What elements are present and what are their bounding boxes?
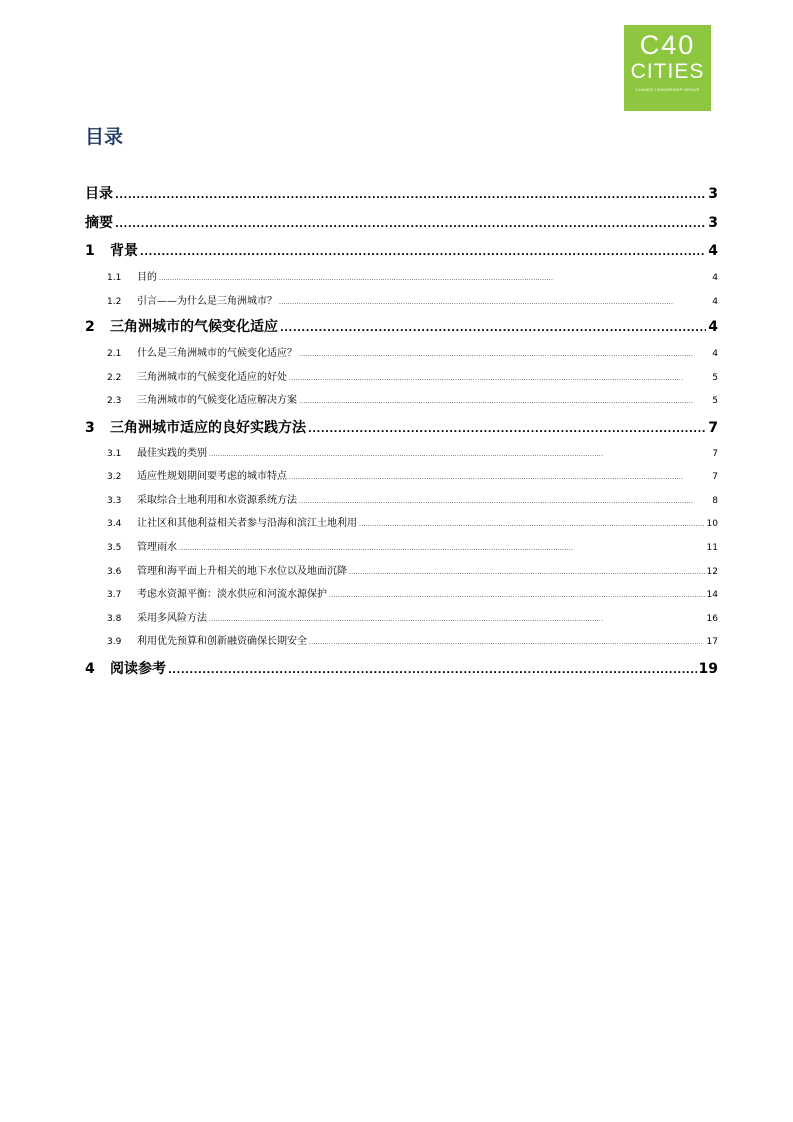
toc-leader-dots — [209, 446, 710, 464]
toc-entry-page: 3 — [708, 186, 718, 202]
toc-leader-dots — [299, 346, 710, 364]
toc-entry-title: 什么是三角洲城市的气候变化适应？ — [137, 348, 297, 359]
toc-entry-number: 3.3 — [107, 496, 122, 506]
toc-entry-page: 19 — [698, 661, 718, 677]
toc-entry[interactable] — [85, 269, 718, 287]
toc-entry-page: 7 — [708, 420, 718, 436]
toc-entry-page: 16 — [706, 614, 718, 624]
toc-entry[interactable] — [85, 417, 718, 439]
toc-leader-dots — [115, 214, 706, 236]
toc-entry-page: 12 — [706, 567, 718, 577]
toc-entry-page: 4 — [708, 243, 718, 259]
toc-entry-title: 背景 — [110, 243, 138, 259]
toc-leader-dots — [168, 660, 697, 682]
toc-entry-page: 5 — [712, 396, 718, 406]
toc-entry-title: 阅读参考 — [110, 661, 166, 677]
toc-entry[interactable] — [85, 212, 718, 234]
toc-entry-number: 2.2 — [107, 373, 122, 383]
toc-entry-number: 2.3 — [107, 396, 122, 406]
toc-entry-number: 3.5 — [107, 543, 122, 553]
toc-entry[interactable] — [85, 392, 718, 410]
toc-entry-number: 1 — [85, 243, 95, 259]
toc-entry-page: 7 — [712, 449, 718, 459]
toc-leader-dots — [140, 242, 706, 264]
toc-entry[interactable] — [85, 658, 718, 680]
toc-leader-dots — [308, 419, 706, 441]
toc-entry-title: 三角洲城市的气候变化适应解决方案 — [137, 395, 297, 406]
toc-entry-page: 4 — [712, 273, 718, 283]
toc-entry[interactable] — [85, 445, 718, 463]
toc-entry-title: 考虑水资源平衡：淡水供应和河流水源保护 — [137, 589, 327, 600]
toc-entry-page: 7 — [712, 472, 718, 482]
toc-entry[interactable] — [85, 240, 718, 262]
toc-entry[interactable] — [85, 316, 718, 338]
toc-entry-title: 目的 — [137, 272, 157, 283]
toc-entry-number: 3.6 — [107, 567, 122, 577]
toc-entry-number: 2.1 — [107, 349, 122, 359]
toc-entry[interactable] — [85, 539, 718, 557]
toc-leader-dots — [115, 185, 706, 207]
toc-entry-number: 3.7 — [107, 590, 122, 600]
toc-entry[interactable] — [85, 633, 718, 651]
toc-leader-dots — [299, 493, 710, 511]
toc-entry-page: 4 — [712, 349, 718, 359]
toc-entry[interactable] — [85, 369, 718, 387]
toc-leader-dots — [299, 393, 710, 411]
toc-leader-dots — [179, 540, 705, 558]
toc-entry-title: 三角洲城市适应的良好实践方法 — [110, 420, 306, 436]
toc-entry-number: 3.2 — [107, 472, 122, 482]
toc-leader-dots — [359, 516, 705, 534]
toc-entry-page: 17 — [706, 637, 718, 647]
toc-leader-dots — [280, 318, 706, 340]
toc-entry-page: 11 — [706, 543, 718, 553]
toc-entry-number: 3.8 — [107, 614, 122, 624]
toc-entry-number: 3 — [85, 420, 95, 436]
toc-entry-title: 引言——为什么是三角洲城市？ — [137, 296, 277, 307]
toc-entry[interactable] — [85, 345, 718, 363]
toc-leader-dots — [329, 587, 705, 605]
toc-leader-dots — [289, 469, 710, 487]
toc-entry-title: 最佳实践的类别 — [137, 448, 207, 459]
toc-entry-title: 目录 — [85, 186, 113, 202]
toc-entry-number: 4 — [85, 661, 95, 677]
toc-entry-number: 1.2 — [107, 297, 122, 307]
toc-entry[interactable] — [85, 293, 718, 311]
toc-entry[interactable] — [85, 468, 718, 486]
toc-entry-title: 三角洲城市的气候变化适应 — [110, 319, 278, 335]
toc-entry-title: 三角洲城市的气候变化适应的好处 — [137, 372, 287, 383]
toc-entry-title: 管理雨水 — [137, 542, 177, 553]
toc-entry-number: 2 — [85, 319, 95, 335]
toc-leader-dots — [209, 611, 705, 629]
toc-entry-page: 5 — [712, 373, 718, 383]
toc-entry-number: 3.1 — [107, 449, 122, 459]
logo-tagline: CLIMATE LEADERSHIP GROUP — [635, 87, 700, 92]
toc-entry[interactable] — [85, 492, 718, 510]
toc-entry-number: 3.9 — [107, 637, 122, 647]
toc-leader-dots — [159, 270, 710, 288]
toc-entry-page: 14 — [706, 590, 718, 600]
toc-entry-number: 3.4 — [107, 519, 122, 529]
toc-entry[interactable] — [85, 563, 718, 581]
toc-leader-dots — [279, 294, 710, 312]
toc-entry-page: 4 — [712, 297, 718, 307]
toc-leader-dots — [289, 370, 710, 388]
toc-entry-title: 采用多风险方法 — [137, 613, 207, 624]
toc-entry-title: 利用优先预算和创新融资确保长期安全 — [137, 636, 307, 647]
c40-cities-logo — [624, 25, 711, 111]
page-title: 目录 — [85, 126, 124, 148]
toc-entry-title: 让社区和其他利益相关者参与沿海和滨江土地利用 — [137, 518, 357, 529]
toc-entry-page: 4 — [708, 319, 718, 335]
toc-entry[interactable] — [85, 586, 718, 604]
logo-line2: CITIES — [630, 60, 705, 83]
toc-leader-dots — [309, 634, 705, 652]
toc-leader-dots — [349, 564, 705, 582]
toc-entry[interactable] — [85, 183, 718, 205]
toc-entry-page: 10 — [706, 519, 718, 529]
toc-entry-page: 8 — [712, 496, 718, 506]
toc-entry-title: 管理和海平面上升相关的地下水位以及地面沉降 — [137, 566, 347, 577]
toc-entry[interactable] — [85, 610, 718, 628]
toc-entry-title: 采取综合土地利用和水资源系统方法 — [137, 495, 297, 506]
logo-line1: C40 — [639, 30, 696, 60]
toc-entry[interactable] — [85, 515, 718, 533]
toc-entry-number: 1.1 — [107, 273, 122, 283]
toc-entry-page: 3 — [708, 215, 718, 231]
toc-entry-title: 适应性规划期间要考虑的城市特点 — [137, 471, 287, 482]
toc-entry-title: 摘要 — [85, 215, 113, 231]
